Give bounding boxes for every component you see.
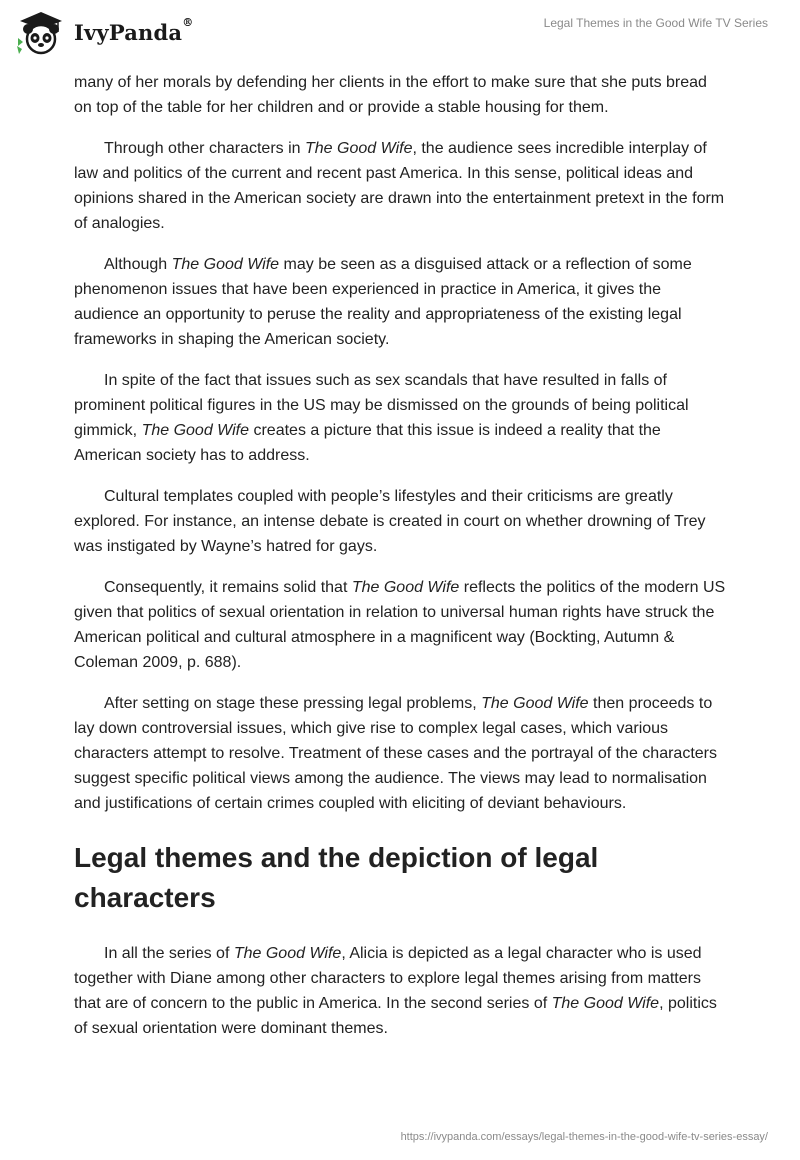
paragraph-5: Cultural templates coupled with people’s lifestyles and their criticisms are greatly explored. For instance, an intense debate is created in court on whether drowning of Trey was instigated by Wayne’s hatred for gays. [74,488,706,555]
paragraph-8: In all the series of The Good Wife, Alicia is depicted as a legal character who is used together with Diane among other characters to explore legal themes arising from matters that are of concern to the public in America. In the second series of The Good Wife, politics of sexual orientation were dominant themes. [74,945,717,1037]
panda-graduate-icon [14,8,68,56]
paragraph-2: Through other characters in The Good Wife, the audience sees incredible interplay of law and politics of the current and recent past America. In this sense, political ideas and opinions shared in the American society are drawn into the entertainment pretext in the form of analogies. [74,140,725,232]
logo-text: IvyPanda® [74,15,194,45]
paragraph-6: Consequently, it remains solid that The Good Wife reflects the politics of the modern US given that politics of sexual orientation in relation to universal human rights have struck the American political and cultural atmosphere in a magnificent way (Bockting, Autumn & Coleman 2009, p. 688). [74,579,726,671]
document-title: Legal Themes in the Good Wife TV Series [543,16,768,30]
source-url[interactable]: https://ivypanda.com/essays/legal-themes-in-the-good-wife-tv-series-essay/ [400,1131,768,1143]
section-heading: Legal themes and the depiction of legal characters [74,842,599,913]
paragraph-1: many of her morals by defending her clients in the effort to make sure that she puts bread on top of the table for her children and or provide a stable housing for them. [74,74,707,116]
ivypanda-logo[interactable] [14,8,193,56]
paragraph-7: After setting on stage these pressing legal problems, The Good Wife then proceeds to lay down controversial issues, which give rise to complex legal cases, which various characters attempt to resolve. Treatment of these cases and the portrayal of the characters suggest specific political views among the audience. The views may lead to normalisation and justifications of certain crimes coupled with eliciting of deviant behaviours. [74,695,717,812]
paragraph-4: In spite of the fact that issues such as sex scandals that have resulted in falls of prominent political figures in the US may be dismissed on the grounds of being political gimmick, The Good Wife creates a picture that this issue is indeed a reality that the American society has to address. [74,372,689,464]
article-body [74,70,726,1057]
paragraph-3: Although The Good Wife may be seen as a disguised attack or a reflection of some phenomenon issues that have been experienced in practice in America, it gives the audience an opportunity to peruse the reality and appropriateness of the existing legal frameworks in shaping the American society. [74,256,692,348]
page-header [0,0,800,70]
